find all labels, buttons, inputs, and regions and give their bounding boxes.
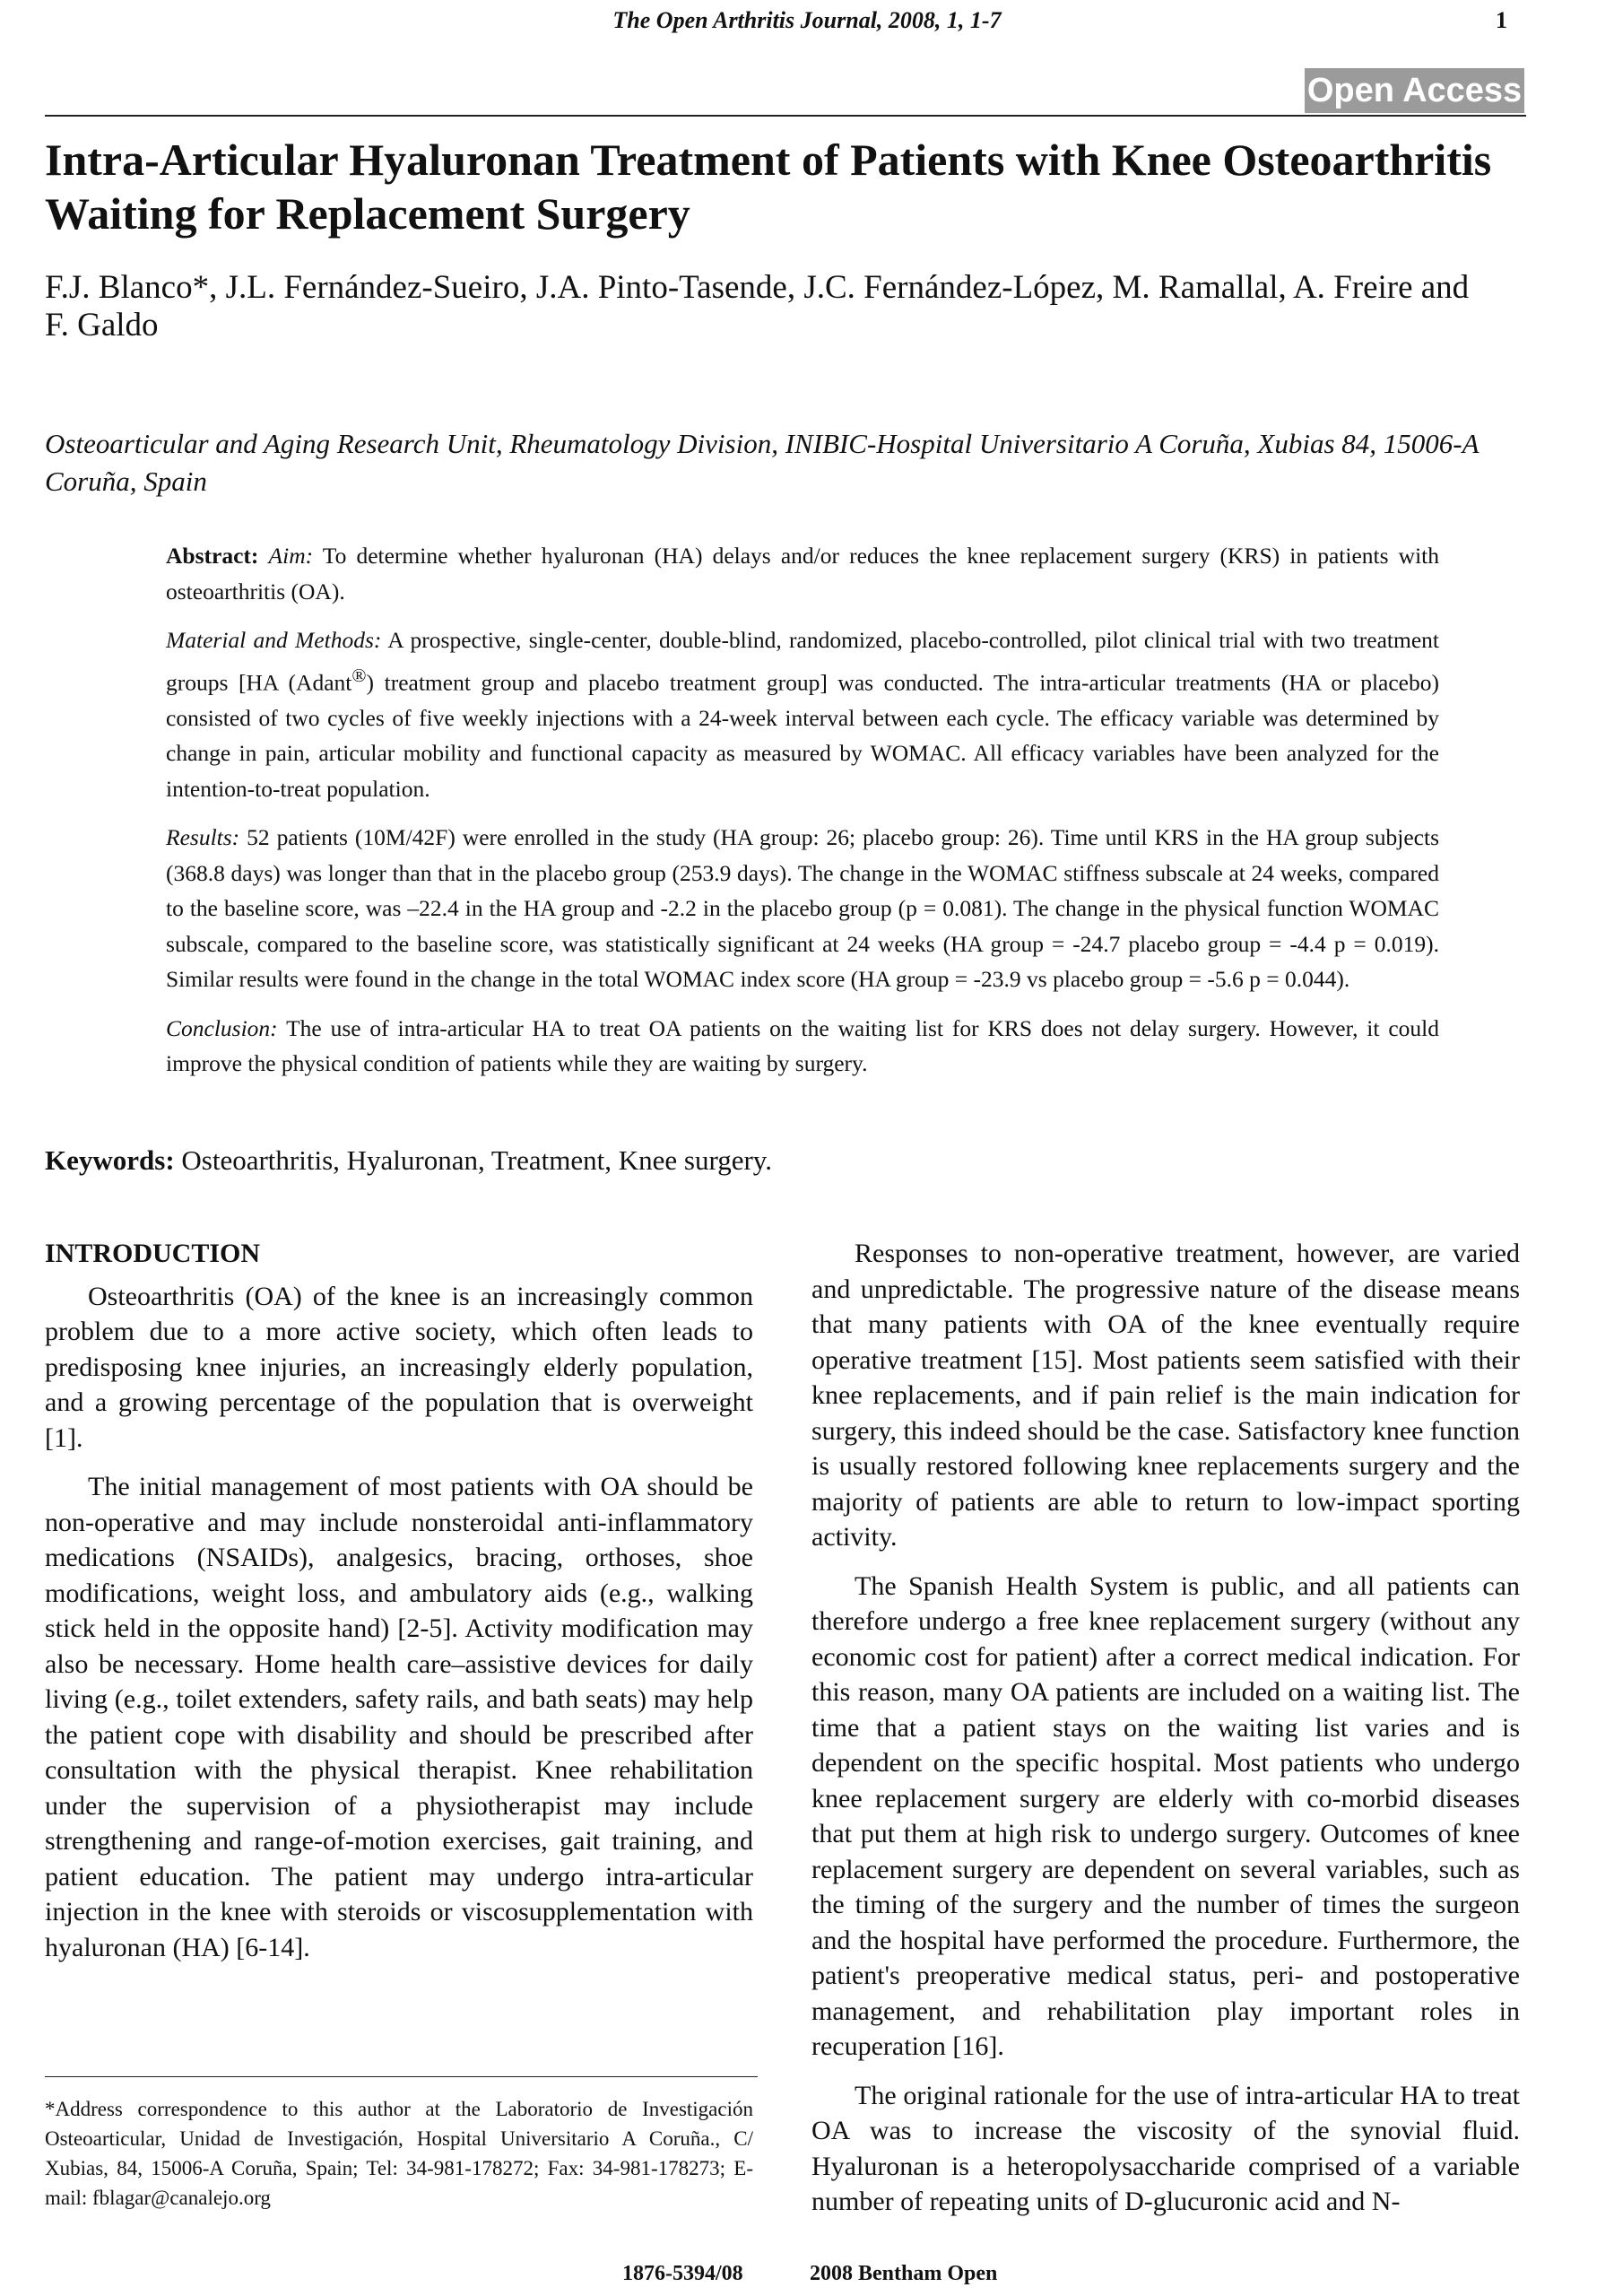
methods-text-a: A prospective, single-center, double-blind, randomized, placebo-controlled, pilot clinical trial with two treatment groups [HA (Adant (166, 627, 1439, 695)
aim-label: Aim: (268, 543, 314, 569)
body-paragraph: Responses to non-operative treatment, however, are varied and unpredictable. The progressive nature of the disease means that many patients with OA of the knee eventually require operative treatment [15]. Most patients seem satisfied with their knee replacements, and if pain relief is the main indication for surgery, this indeed should be the case. Satisfactory knee function is usually restored following knee replacements surgery and the majority of patients are able to return to low-impact sporting activity. (811, 1239, 1520, 1552)
body-paragraph: The Spanish Health System is public, and all patients can therefore undergo a free knee replacement surgery (without any economic cost for patient) after a correct medical indication. For this reason, many OA patients are included on a waiting list. The time that a patient stays on the waiting list varies and is dependent on the specific hospital. Most patients who undergo knee replacement surgery are elderly with co-morbid diseases that put them at high risk to undergo surgery. Outcomes of knee replacement surgery are dependent on several variables, such as the timing of the surgery and the number of times the surgeon and the hospital have performed the procedure. Furthermore, the patient's preoperative medical status, peri- and postoperative management, and rehabilitation play important roles in recuperation [16]. (811, 1570, 1520, 2061)
body-paragraph: The original rationale for the use of intra-articular HA to treat OA was to increase the viscosity of the synovial fluid. Hyaluronan is a heteropolysaccharide comprised of a variable number of repeating units of D-glucuronic acid and N- (811, 2080, 1520, 2216)
footnote-rule (45, 2076, 758, 2077)
aim-text: To determine whether hyaluronan (HA) delays and/or reduces the knee replacement surgery (KRS) in patients with osteoarthritis (OA). (166, 543, 1439, 604)
methods-text-b: ) treatment group and placebo treatment group] was conducted. The intra-articular treatments (HA or placebo) consisted of two cycles of five weekly injections with a 24-week interval between each cycle. The efficacy variable was determined by change in pain, articular mobility and functional capacity as measured by WOMAC. All efficacy variables have been analyzed for the intention-to-treat population. (166, 669, 1439, 802)
abstract-methods (166, 622, 1439, 806)
keywords (45, 1143, 772, 1178)
abstract-label: Abstract: (166, 543, 259, 569)
conclusion-label: Conclusion: (166, 1014, 278, 1041)
footer-publisher: 2008 Bentham Open (810, 2262, 998, 2285)
footer-issn: 1876-5394/08 (622, 2262, 743, 2285)
affiliation: Osteoarticular and Aging Research Unit, Rheumatology Division, INIBIC-Hospital Universitario A Coruña, Xubias 84, 15006-A Coruña, Spain (45, 428, 1479, 497)
abstract-aim (166, 538, 1439, 609)
methods-label: Material and Methods: (166, 627, 382, 653)
body-paragraph: Osteoarthritis (OA) of the knee is an increasingly common problem due to a more active society, which often leads to predisposing knee injuries, an increasingly elderly population, and a growing percentage of the population that is overweight [1]. (45, 1281, 753, 1453)
abstract-conclusion (166, 1011, 1439, 1082)
header-rule (45, 115, 1526, 117)
article-title: Intra-Articular Hyaluronan Treatment of Patients with Knee Osteoarthritis Waiting for Replacement Surgery (45, 135, 1492, 239)
journal-header: The Open Arthritis Journal, 2008, 1, 1-7 (612, 7, 1002, 33)
abstract-results (166, 820, 1439, 997)
body-paragraph: The initial management of most patients with OA should be non-operative and may include nonsteroidal anti-inflammatory medications (NSAIDs), analgesics, bracing, orthoses, shoe modifications, weight loss, and ambulatory aids (e.g., walking stick held in the opposite hand) [2-5]. Activity modification may also be necessary. Home health care–assistive devices for daily living (e.g., toilet extenders, safety rails, and bath seats) may help the patient cope with disability and should be prescribed after consultation with the physical therapist. Knee rehabilitation under the supervision of a physiotherapist may include strengthening and range-of-motion exercises, gait training, and patient education. The patient may undergo intra-articular injection in the knee with steroids or viscosupplementation with hyaluronan (HA) [6-14]. (45, 1472, 753, 1962)
page-number: 1 (1496, 7, 1507, 33)
keywords-label: Keywords: (45, 1144, 175, 1176)
registered-mark: ® (351, 664, 367, 686)
body-column-left (45, 1236, 753, 1979)
results-text: 52 patients (10M/42F) were enrolled in the study (HA group: 26; placebo group: 26). Time until KRS in the HA group subjects (368.8 days) was longer than that in the placebo group (253.9 days). The change in the WOMAC stiffness subscale at 24 weeks, compared to the baseline score, was –22.4 in the HA group and -2.2 in the placebo group (p = 0.081). The change in the physical function WOMAC subscale, compared to the baseline score, was statistically significant at 24 weeks (HA group = -24.7 placebo group = -4.4 p = 0.019). Similar results were found in the change in the total WOMAC index score (HA group = -23.9 vs placebo group = -5.6 p = 0.044). (166, 824, 1439, 992)
open-access-badge: Open Access (1305, 68, 1524, 113)
correspondence-footnote: *Address correspondence to this author at the Laboratorio de Investigación Osteoarticular, Unidad de Investigación, Hospital Universitario A Coruña., C/ Xubias, 84, 15006-A Coruña, Spain; Tel: 34-981-178272; Fax: 34-981-178273; E-mail: fblagar@canalejo.org (45, 2098, 753, 2209)
section-heading-introduction: INTRODUCTION (45, 1239, 261, 1268)
abstract (166, 538, 1439, 1095)
author-list: F.J. Blanco*, J.L. Fernández-Sueiro, J.A. Pinto-Tasende, J.C. Fernández-López, M. Ramallal, A. Freire and F. Galdo (45, 269, 1470, 344)
results-label: Results: (166, 824, 240, 850)
body-column-right (811, 1236, 1520, 2233)
keywords-text: Osteoarthritis, Hyaluronan, Treatment, Knee surgery. (181, 1144, 773, 1176)
conclusion-text: The use of intra-articular HA to treat OA patients on the waiting list for KRS does not delay surgery. However, it could improve the physical condition of patients while they are waiting by surgery. (166, 1014, 1439, 1076)
